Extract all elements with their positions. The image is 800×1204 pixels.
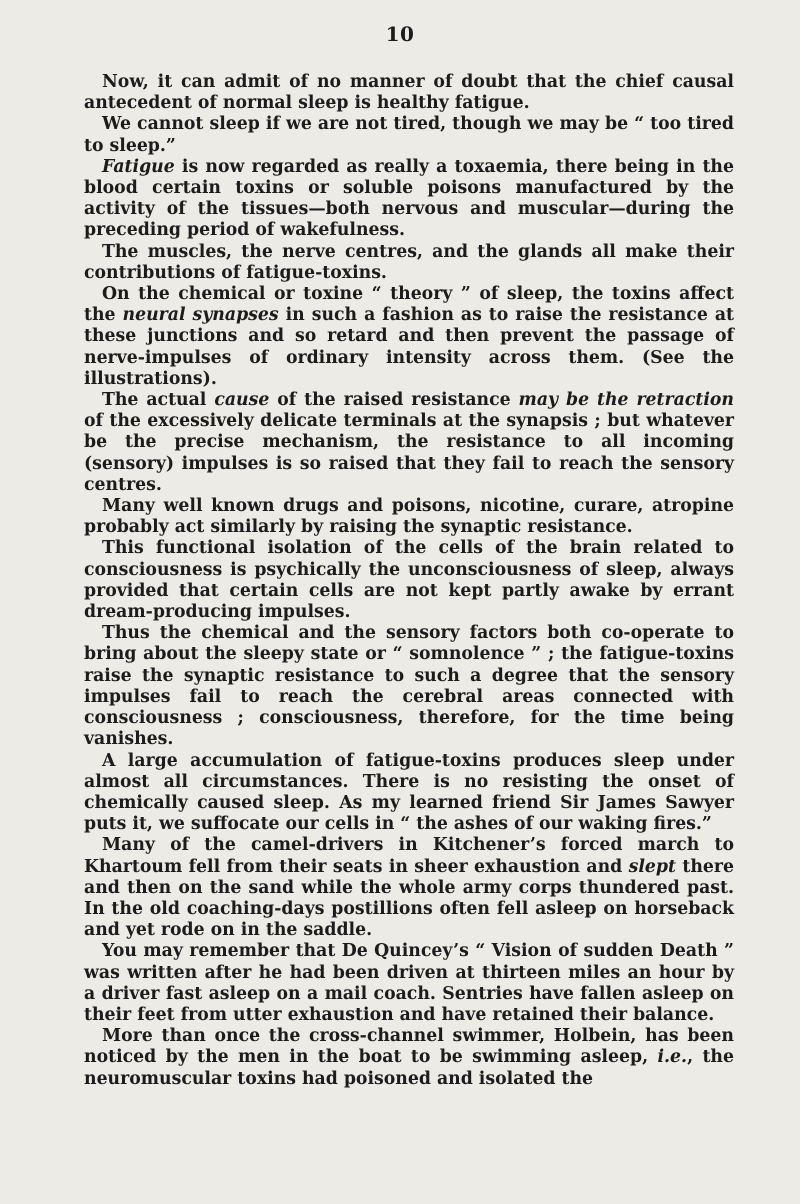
paragraph	[84, 751, 734, 836]
text-run: The actual	[102, 390, 215, 411]
paragraph	[84, 623, 734, 750]
paragraph	[84, 1026, 734, 1090]
text-run: On the chemical or toxine “ theory ” of sleep, the toxins affect the	[84, 284, 734, 326]
text-run: Now, it can admit of no manner of doubt that the chief causal antecedent of normal sleep is healthy fatigue.	[84, 72, 734, 114]
italic-run: neural synapses	[122, 305, 279, 326]
text-run: We cannot sleep if we are not tired, though we may be “ too tired to sleep.”	[84, 114, 734, 156]
italic-run: Fatigue	[102, 156, 175, 177]
text-run: Many well known drugs and poisons, nicotine, curare, atropine probably act similarly by raising the synaptic resistance.	[84, 496, 734, 538]
text-run: Thus the chemical and the sensory factors both co-operate to bring about the sleepy state or “ somnolence ” ; the fatigue-toxins raise the synaptic resistance to such a degree that the sensory impulses fail to reach the cerebral areas connected with consciousness ; consciousness, therefore, for the time being vanishes.	[84, 623, 734, 750]
text-run: You may remember that De Quincey’s “ Vision of sudden Death ” was written after he had been driven at thirteen miles an hour by a driver fast asleep on a mail coach. Sentries have fallen asleep on their feet from utter exhaustion and have retained their balance.	[84, 941, 734, 1025]
text-run: Many of the camel-drivers in Kitchener’s forced march to Khartoum fell from their seats in sheer exhaustion and	[84, 835, 734, 877]
text-run: there and then on the sand while the whole army corps thundered past. In the old coaching-days postillions often fell asleep on horseback and yet rode on in the saddle.	[84, 856, 734, 941]
text-run: , the neuromuscular toxins had poisoned and isolated the	[84, 1047, 734, 1089]
text-run: in such a fashion as to raise the resistance at these junctions and so retard and then prevent the passage of nerve-impulses of ordinary intensity across them. (See the illustrations).	[84, 305, 734, 389]
text-run: of the excessively delicate terminals at the synapsis ; but whatever be the precise mechanism, the resistance to all incoming (sensory) impulses is so raised that they fail to reach the sensory centres.	[84, 411, 734, 495]
body-text	[84, 72, 734, 1090]
paragraph	[84, 157, 734, 242]
text-run: of the raised resistance	[269, 390, 519, 411]
paragraph	[84, 941, 734, 1026]
paragraph	[84, 538, 734, 623]
paragraph	[84, 284, 734, 390]
paragraph	[84, 390, 734, 496]
text-run: is now regarded as really a toxaemia, there being in the blood certain toxins or soluble poisons manufactured by the activity of the tissues—both nervous and muscular—during the preceding period of wakefulness.	[84, 156, 734, 241]
paragraph	[84, 835, 734, 941]
text-run: More than once the cross-channel swimmer, Holbein, has been noticed by the men in the boat to be swimming asleep,	[84, 1026, 734, 1068]
italic-run: may be the retraction	[518, 390, 734, 411]
italic-run: cause	[214, 390, 270, 411]
paragraph	[84, 242, 734, 284]
italic-run: slept	[628, 856, 676, 877]
paragraph	[84, 496, 734, 538]
italic-run: i.e.	[657, 1047, 688, 1068]
paragraph	[84, 72, 734, 114]
text-run: The muscles, the nerve centres, and the glands all make their contributions of fatigue-toxins.	[84, 241, 734, 283]
page-number: 10	[385, 22, 415, 46]
paragraph	[84, 114, 734, 156]
text-run: This functional isolation of the cells of the brain related to consciousness is psychically the unconsciousness of sleep, always provided that certain cells are not kept partly awake by errant dream-producing impulses.	[84, 538, 734, 623]
text-run: A large accumulation of fatigue-toxins produces sleep under almost all circumstances. There is no resisting the onset of chemically caused sleep. As my learned friend Sir James Sawyer puts it, we suffocate our cells in “ the ashes of our waking fires.”	[84, 750, 734, 835]
